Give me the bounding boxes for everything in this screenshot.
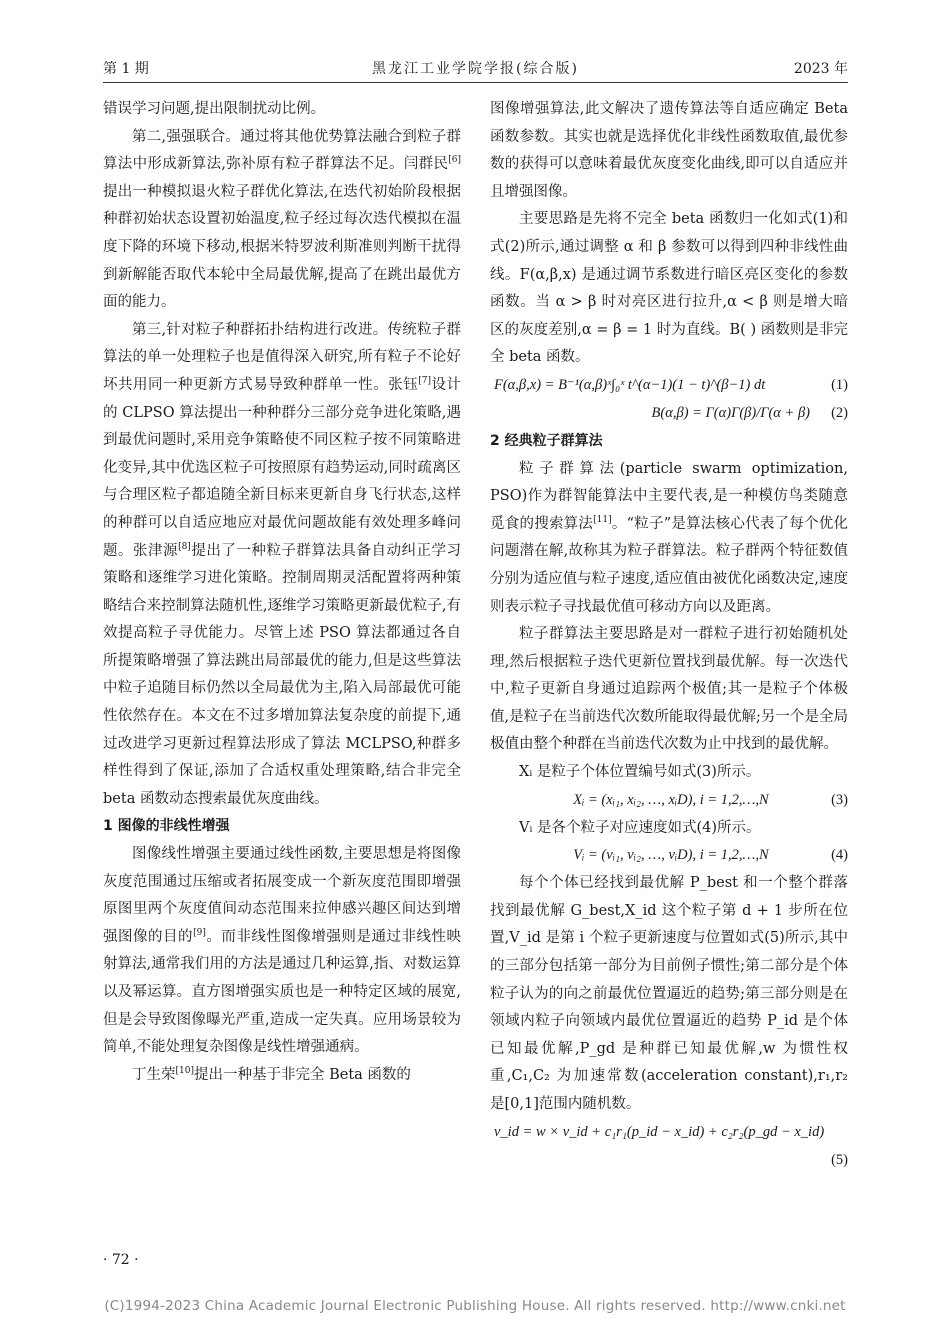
equation-number: (5) — [831, 1151, 848, 1168]
equation-number: (3) — [831, 791, 848, 808]
equation-1: F(α,β,x) = B⁻¹(α,β)ˣ∫₀ˣ t^(α−1)(1 − t)^(β−1) dt (1) — [490, 372, 848, 400]
issue-number: 第 1 期 — [103, 61, 149, 77]
equation-4: Vᵢ = (vᵢ₁, vᵢ₂, …, vᵢD), i = 1,2,…,N (4) — [490, 842, 848, 870]
left-column — [103, 96, 461, 1089]
paragraph: 粒子群算法主要思路是对一群粒子进行初始随机处理,然后根据粒子迭代更新位置找到最优解。每一次迭代中,粒子更新自身通过追踪两个极值;其一是粒子个体极值,是粒子在当前迭代次数所能取得最优解;另一个是全局极值由整个种群在当前迭代次数为止中找到的最优解。 — [490, 626, 848, 753]
paragraph: Vᵢ 是各个粒子对应速度如式(4)所示。 — [519, 819, 761, 836]
equation-5: v_id = w × v_id + c₁r₁(p_id − x_id) + c₂r₂(p_gd − x_id) — [494, 1123, 825, 1140]
citation: [10] — [175, 1065, 194, 1076]
equation-3: Xᵢ = (xᵢ₁, xᵢ₂, …, xᵢD), i = 1,2,…,N (3) — [490, 787, 848, 815]
citation: [9] — [193, 927, 206, 938]
paragraph: 每个个体已经找到最优解 P_best 和一个整个群落找到最优解 G_best,X_id 这个粒子第 d + 1 步所在位置,V_id 是第 i 个粒子更新速度与位置如式(5)所示,其中的三部分包括第一部分为目前例子惯性;第二部分是个体粒子认为的向之前最优位置逼近的趋势;第三部分则是在领域内粒子向领域内最优位置逼近的趋势 P_id 是个体已知最优解,P_gd 是种群已知最优解,w 为惯性权重,C₁,C₂ 为加速常数(acceleration constant),r₁,r₂ 是[0,1]范围内随机数。 — [490, 875, 848, 1112]
section-heading: 2 经典粒子群算法 — [490, 432, 603, 449]
equation-number: (4) — [831, 847, 848, 864]
publication-year: 2023 年 — [793, 61, 848, 77]
paragraph: 主要思路是先将不完全 beta 函数归一化如式(1)和式(2)所示,通过调整 α 和 β 参数可以得到四种非线性曲线。F(α,β,x) 是通过调节系数进行暗区亮区变化的参数函数。当 α > β 时对亮区进行拉升,α < β 则是增大暗区的灰度差别,α = β = 1 时为直线。B( ) 函数则是非完全 beta 函数。 — [490, 211, 848, 366]
citation: [8] — [178, 541, 191, 552]
paragraph: 图像增强算法,此文解决了遗传算法等自适应确定 Beta 函数参数。其实也就是选择优化非线性函数取值,最优参数的获得可以意味着最优灰度变化曲线,即可以自适应并且增强图像。 — [490, 101, 848, 200]
equation-5-number-line — [490, 1147, 848, 1175]
paragraph: Xᵢ 是粒子个体位置编号如式(3)所示。 — [519, 764, 761, 781]
paragraph: 错误学习问题,提出限制扰动比例。 — [103, 101, 326, 117]
page-number: · 72 · — [103, 1252, 139, 1268]
equation-number: (1) — [831, 376, 848, 393]
journal-title: 黑龙江工业学院学报(综合版) — [372, 61, 579, 77]
right-column — [490, 96, 848, 1175]
paragraph: 第二,强强联合。通过将其他优势算法融合到粒子群算法中形成新算法,弥补原有粒子群算法不足。闫群民[6]提出一种模拟退火粒子群优化算法,在迭代初始阶段根据种群初始状态设置初始温度,粒子经过每次迭代模拟在温度下降的环境下移动,根据米特罗波利斯准则判断干扰得到新解能否取代本轮中全局最优解,提高了在跳出最优方面的能力。 — [103, 128, 461, 311]
paragraph: 第三,针对粒子种群拓扑结构进行改进。传统粒子群算法的单一处理粒子也是值得深入研究,所有粒子不论好坏共用同一种更新方式易导致种群单一性。张钰[7]设计的 CLPSO 算法提出一种种群分三部分竞争进化策略,遇到最优问题时,采用竞争策略使不同区粒子按不同策略进化变异,其中优选区粒子可按照原有趋势运动,同时疏离区与合理区粒子都追随全新目标来更新自身飞行状态,这样的种群可以自适应地应对最优问题故能有效处理多峰问题。张津源[8]提出了一种粒子群算法具备自动纠正学习策略和逐维学习进化策略。控制周期灵活配置将两种策略结合来控制算法随机性,逐维学习策略更新最优粒子,有效提高粒子寻优能力。尽管上述 PSO 算法都通过各自所提策略增强了算法跳出局部最优的能力,但是这些算法中粒子追随目标仍然以全局最优为主,陷入局部最优可能性依然存在。本文在不过多增加算法复杂度的前提下,通过改进学习更新过程算法形成了算法 MCLPSO,种群多样性得到了保证,添加了合适权重处理策略,结合非完全 beta 函数动态搜索最优灰度曲线。 — [103, 321, 462, 807]
paragraph: 丁生荣[10]提出一种基于非完全 Beta 函数的 — [132, 1065, 411, 1083]
paragraph: 图像线性增强主要通过线性函数,主要思想是将图像灰度范围通过压缩或者拓展变成一个新灰度范围即增强原图里两个灰度值间动态范围来拉伸感兴趣区间达到增强图像的目的[9]。而非线性图像增强则是通过非线性映射算法,通常我们用的方法是通过几种运算,指、对数运算以及幂运算。直方图增强实质也是一种特定区域的展宽,但是会导致图像曝光严重,造成一定失真。应用场景较为简单,不能处理复杂图像是线性增强通病。 — [103, 846, 462, 1056]
header-rule — [103, 82, 848, 83]
equation-number: (2) — [831, 404, 848, 421]
citation: [7] — [418, 376, 431, 387]
equation-2: B(α,β) = Γ(α)Γ(β)/Γ(α + β) (2) — [490, 400, 848, 428]
running-header — [103, 58, 848, 82]
paragraph: 粒子群算法(particle swarm optimization, PSO)作为群智能算法中主要代表,是一种模仿鸟类随意觅食的搜索算法[11]。“粒子”是算法核心代表了每个优化问题潜在解,故称其为粒子群算法。粒子群两个特征数值分别为适应值与粒子速度,适应值由被优化函数决定,速度则表示粒子寻找最优值可移动方向以及距离。 — [490, 460, 849, 615]
citation: [11] — [593, 514, 612, 525]
copyright-footer: (C)1994-2023 China Academic Journal Electronic Publishing House. All rights reserved. http://www.cnki.net — [104, 1298, 846, 1314]
section-heading: 1 图像的非线性增强 — [103, 818, 230, 835]
citation: [6] — [448, 155, 461, 166]
